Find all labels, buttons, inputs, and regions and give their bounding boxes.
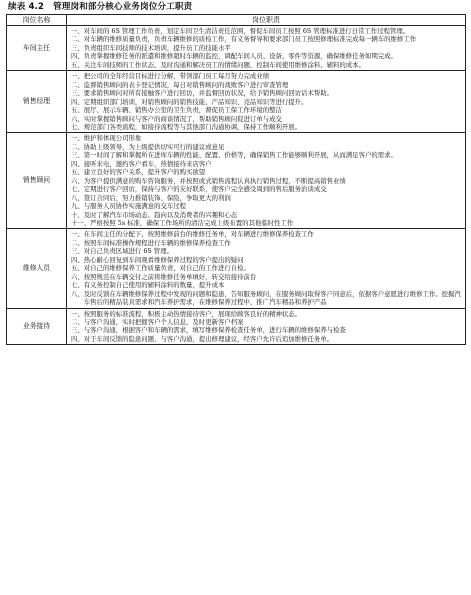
position-duties-cell bbox=[67, 71, 466, 133]
position-name-cell: 销售经理 bbox=[7, 71, 67, 133]
table-row bbox=[7, 26, 466, 71]
duty-item: 八、签订合同后，努力推销装饰、保险，争取更大的利润 bbox=[71, 193, 231, 202]
position-name-cell: 车间主任 bbox=[7, 26, 67, 71]
position-name-cell: 销售顾问 bbox=[7, 133, 67, 229]
duty-item: 九、与服务人员协作实施满意的交车过程 bbox=[71, 202, 187, 211]
duty-item: 四、定期组织部门培训，对销售顾问的销售技能、产品知识、竞品知识等进行提升。 bbox=[71, 97, 308, 106]
table-row bbox=[7, 229, 466, 308]
duty-item: 十、及时了解汽车市场动态、趋向以及消费者的兴趣和心态 bbox=[71, 210, 238, 219]
duty-item: 四、负责掌握维修任务的派遣和维修超时车辆的监控，调配车间人员、设备、零件等资源，确保维修任务如期完成。 bbox=[71, 52, 397, 61]
duty-item: 六、为客户提供满意的购车咨询服务，并按照或式销售流程认真执行销售过程，不断提高销售业绩 bbox=[71, 176, 346, 185]
duty-item: 三、与客户沟通，根据客户和车辆的需求，填写维修保养检查任务单，进行车辆的维修保养与检查 bbox=[71, 326, 346, 335]
position-duties-cell bbox=[67, 133, 466, 229]
duty-item: 五、关注车间技师的工作状态，及时沟通和解决员工的情绪问题，控制车间使用维修涂料、辅料的成本。 bbox=[71, 60, 365, 69]
duty-item: 五、建立良好的客户关系，提升客户的购买欲望 bbox=[71, 168, 206, 177]
table-title-text: 管理岗和部分核心业务岗位分工职责 bbox=[53, 2, 193, 12]
duty-item: 一、对车间的 6S 管理工作负责，划定车间卫生清洁责任范围，督促车间员工按照 6S 管理标准进行日常工作过程管理。 bbox=[71, 27, 410, 35]
duty-item: 一、在车间主任的分配下，按照维修前台的维修任务单，对车辆进行维修保养检查工作 bbox=[71, 230, 314, 239]
duty-item: 二、对车辆的维修质量负责，负责车辆维修的质检工作，有义务督导和要求部门员工按照修理标准完成每一辆车的维修工作 bbox=[71, 35, 417, 44]
duty-item: 三、负责组织车间技师的技术培训，提升员工的技能水平 bbox=[71, 43, 231, 52]
table-body bbox=[7, 26, 466, 345]
position-duties-cell bbox=[67, 229, 466, 308]
duty-item: 三、第一时间了解和掌握所在进库车辆的性能、配置、价格等，确保销售工作能够顺利开展，从而满足客户的需求。 bbox=[71, 151, 397, 160]
duty-item: 八、及时反馈在车辆维修保养过程中发现的问题和隐患，告知服务顾问，在服务顾问取得客户同意后，依据客户意愿进行维修工作。挖掘汽车售后的精品装具需求和汽车养护需求，在维修保养过程中，推广汽车精品和养护产品 bbox=[71, 289, 461, 307]
table-title bbox=[8, 1, 192, 13]
duty-item: 七、有义务控制自己使用的辅料涂料的数量，提升成本 bbox=[71, 281, 225, 290]
duty-item: 五、对自己的维修保养工作质量负责，对自己的工作进行自检。 bbox=[71, 264, 250, 273]
duty-item: 三、要求销售顾问对所有接触客户进行回访，并监督回访状况，给予销售顾问回访话术帮助。 bbox=[71, 89, 334, 98]
table-header-row bbox=[7, 15, 466, 26]
table-row bbox=[7, 133, 466, 229]
table-row bbox=[7, 308, 466, 345]
duty-item: 三、对自己负责区域进行 6S 管理。 bbox=[71, 247, 173, 256]
header-position-name: 岗位名称 bbox=[7, 15, 67, 26]
header-position-duties: 岗位职责 bbox=[67, 15, 466, 26]
position-duties-cell bbox=[67, 308, 466, 345]
duty-item: 一、把公司的全年经营目标进行分解，带领部门员工每月努力完成业绩 bbox=[71, 72, 270, 81]
duty-item: 一、维护和体现公司形象 bbox=[71, 134, 142, 143]
duty-item: 二、协助上级领导，为上级提供切实可行的建议或意见 bbox=[71, 142, 225, 151]
duty-item: 一、按照服务的标准流程，积极主动热情接待客户，展现给顾客良好的精神状态。 bbox=[71, 309, 302, 318]
duty-item: 二、与客户沟通，实时把握客户个人信息，及时更新客户档案 bbox=[71, 317, 244, 326]
duty-item: 六、按照规范在车辆交付之前将维修任务单填好，转交给接待前台 bbox=[71, 272, 257, 281]
table-number: 续表 4.2 bbox=[8, 2, 45, 12]
position-duties-cell bbox=[67, 26, 466, 71]
duty-item: 七、定期进行客户回访，保持与客户的友好联系，使客户完全感受周到的售后服务治谈成交 bbox=[71, 185, 327, 194]
duty-item: 四、接听来电，邀约客户看车，热情接待来店客户 bbox=[71, 159, 212, 168]
duty-item: 五、展厅、展示车辆、销售办公室的卫生负责，督促员工保工作环境的整洁 bbox=[71, 106, 282, 115]
duty-item: 十一、严格按照 5s 标准，确保工作场所的清洁完成上级布置的其他临时性工作 bbox=[71, 218, 294, 227]
duty-item: 七、规范部门各类流程，如接待流程等与其他部门沟通协调，保持工作顺利开展。 bbox=[71, 122, 302, 131]
position-name-cell: 维修人员 bbox=[7, 229, 67, 308]
duty-item: 四、热心耐心回复到车间观看维修保养过程的客户提出的疑问 bbox=[71, 255, 244, 264]
position-name-cell: 业务接待 bbox=[7, 308, 67, 345]
duty-item: 四、对于车间反馈的隐患问题，与客户沟通，提出修理建议，经客户允许后追加维修任务单。 bbox=[71, 334, 334, 343]
duties-table bbox=[6, 14, 466, 345]
duty-item: 二、监督销售顾问的表卡登记情况，每日对销售顾问的战败客户进行审查管理 bbox=[71, 80, 289, 89]
duty-item: 二、按照车间标准操作规程进行车辆的维修保养检查工作 bbox=[71, 238, 231, 247]
table-row bbox=[7, 71, 466, 133]
duty-item: 六、实时掌握销售顾问与客户的商谈情况了，帮助销售顾问促进订单与成交 bbox=[71, 114, 282, 123]
